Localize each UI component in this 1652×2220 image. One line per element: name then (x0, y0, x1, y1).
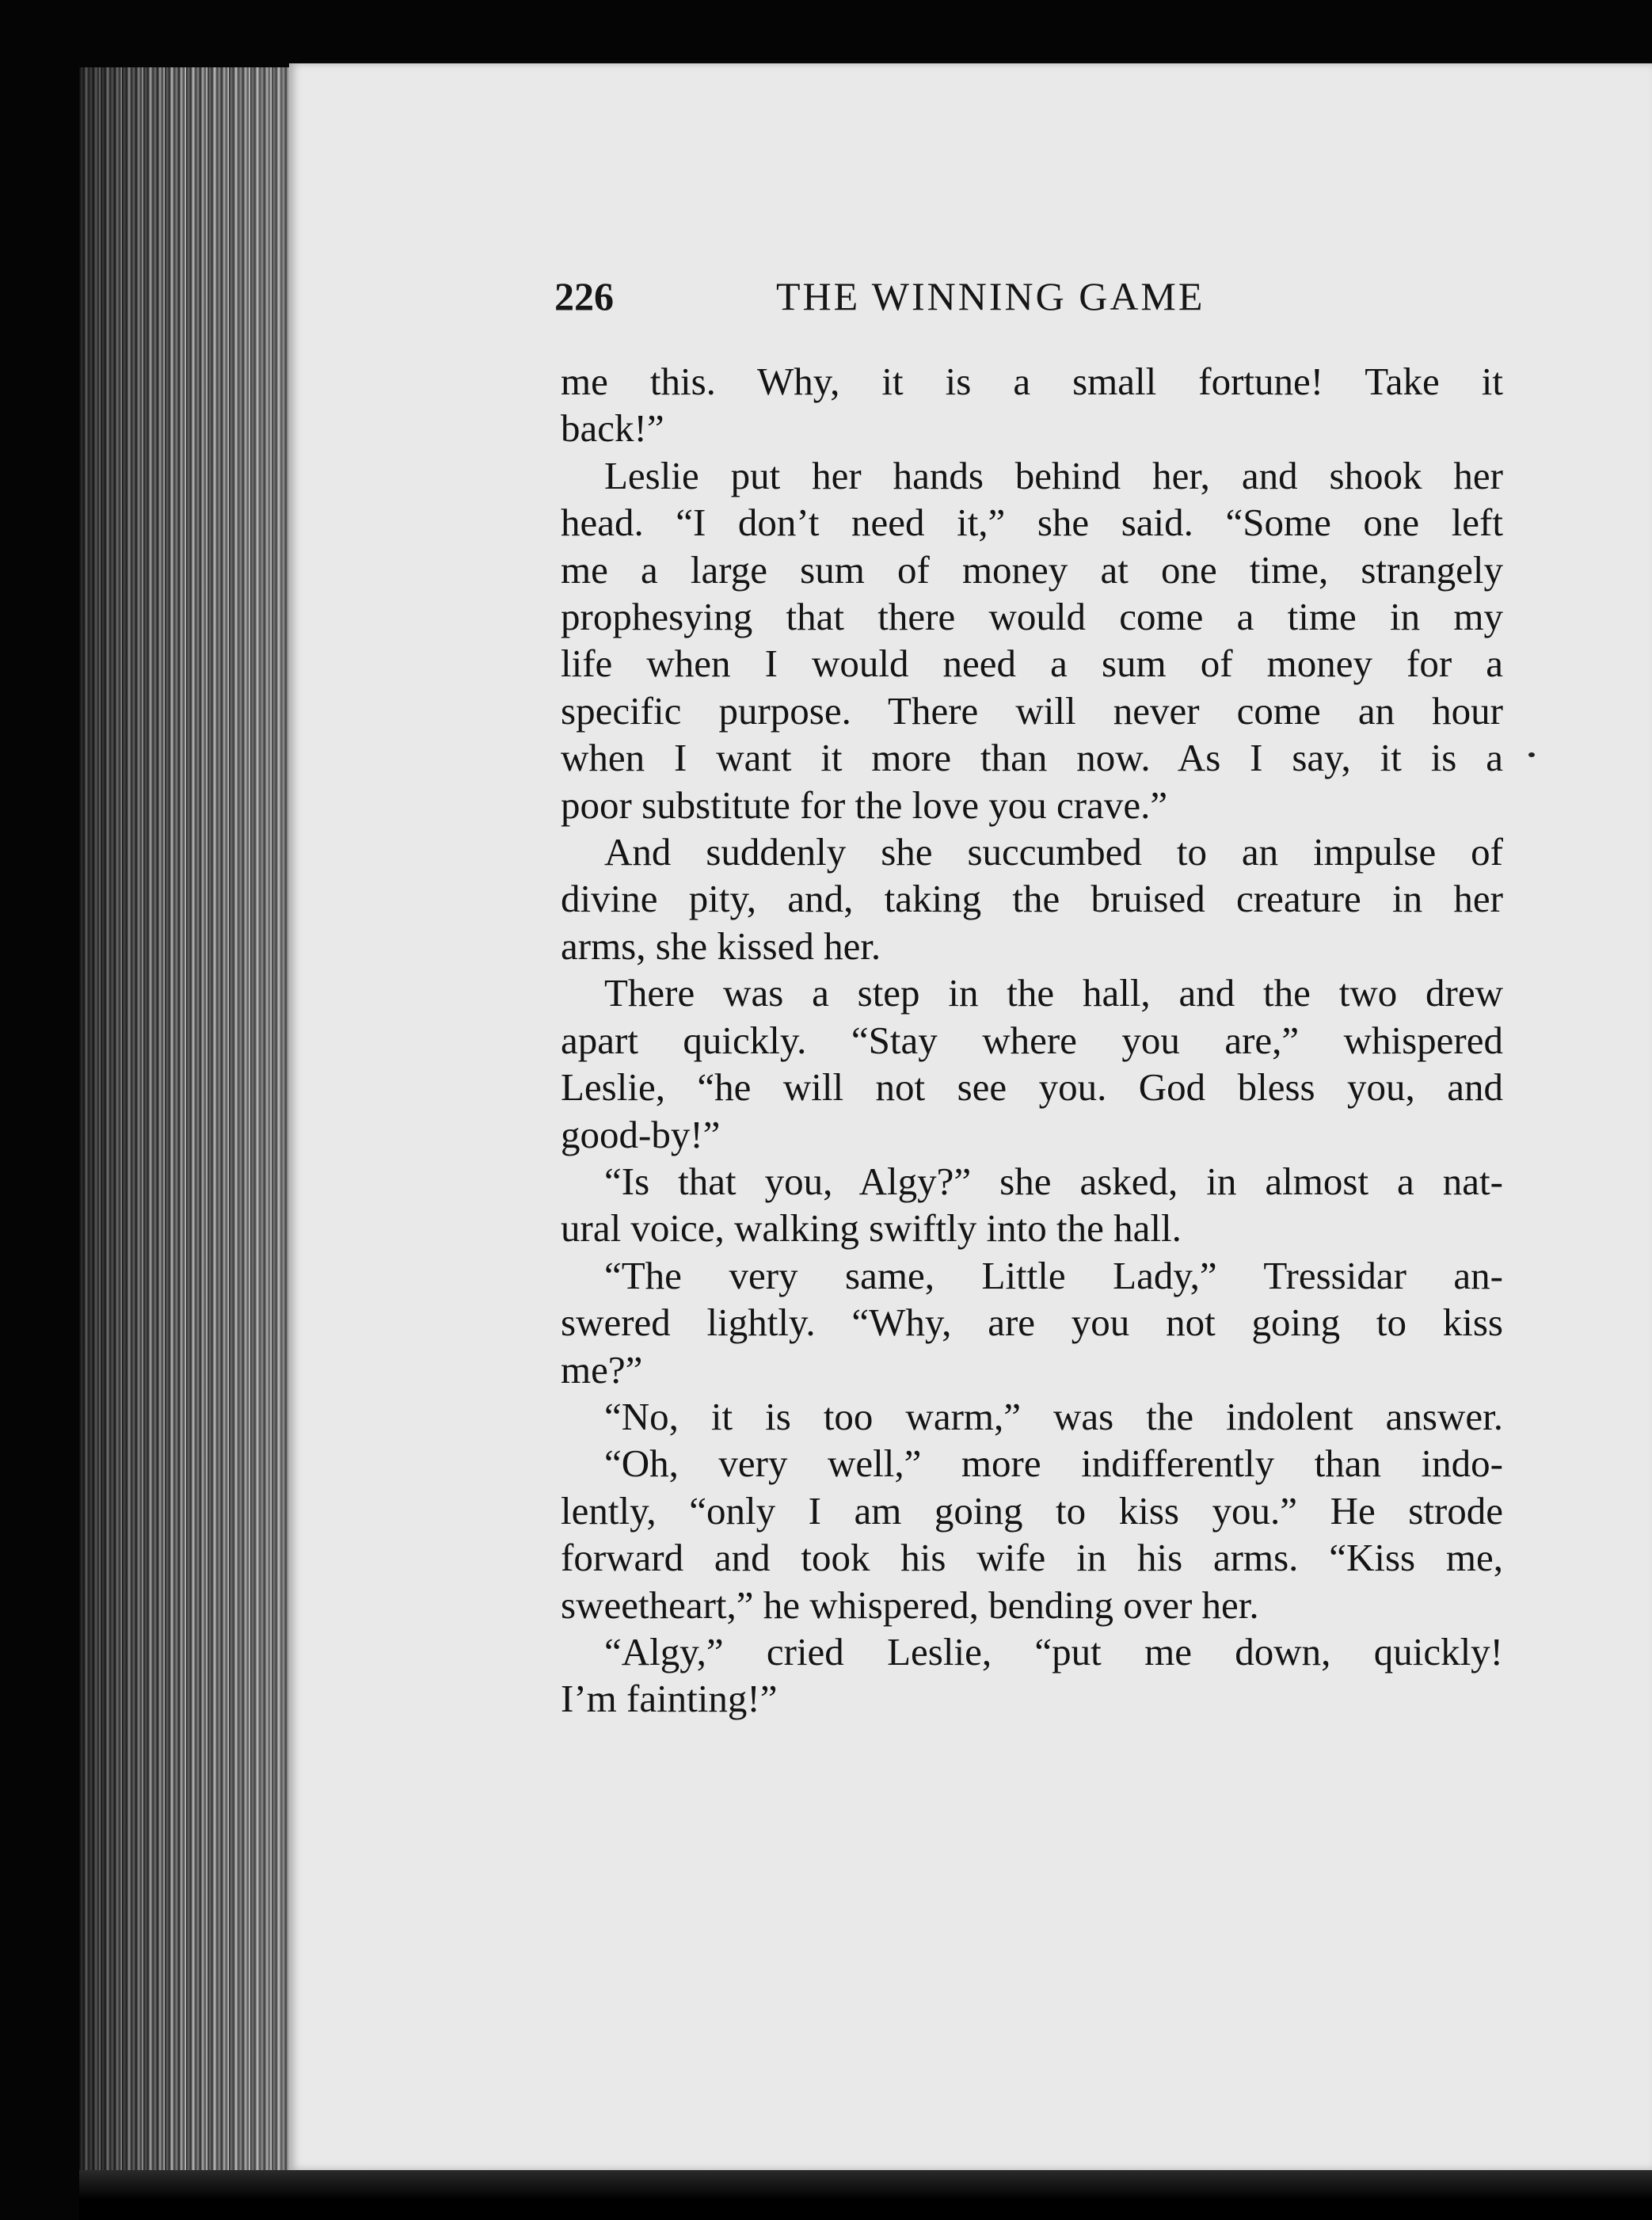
text-line: ural voice, walking swiftly into the hall. (561, 1206, 1182, 1251)
text-line: me a large sum of money at one time, strangely (561, 547, 1503, 592)
page-number: 226 (554, 274, 614, 318)
text-line: “The very same, Little Lady,” Tressidar an- (604, 1253, 1503, 1297)
page-edges (79, 67, 293, 2170)
text-line: back!” (561, 406, 664, 451)
text-line: arms, she kissed her. (561, 923, 881, 968)
text-line: me?” (561, 1347, 643, 1392)
text-line: specific purpose. There will never come an hour (561, 688, 1503, 733)
text-line: “No, it is too warm,” was the indolent answer. (604, 1394, 1503, 1438)
text-line: forward and took his wife in his arms. “Kiss me, (561, 1536, 1503, 1580)
stray-mark (1528, 752, 1535, 757)
running-head: THE WINNING GAME (776, 274, 1205, 318)
text-line: prophesying that there would come a time in my (561, 595, 1503, 639)
bottom-shadow (79, 2170, 1652, 2220)
text-line: “Is that you, Algy?” she asked, in almost a nat- (604, 1159, 1503, 1203)
text-line: And suddenly she succumbed to an impulse of (604, 830, 1503, 874)
text-line: Leslie, “he will not see you. God bless you, and (561, 1065, 1503, 1110)
text-body (561, 358, 1503, 1723)
text-line: head. “I don’t need it,” she said. “Some one left (561, 501, 1503, 545)
text-line: good-by!” (561, 1112, 721, 1156)
text-line: “Algy,” cried Leslie, “put me down, quickly! (604, 1629, 1503, 1674)
text-line: poor substitute for the love you crave.” (561, 783, 1168, 827)
text-line: “Oh, very well,” more indifferently than indo- (604, 1441, 1503, 1486)
text-line: sweetheart,” he whispered, bending over her. (561, 1582, 1259, 1627)
text-line: me this. Why, it is a small fortune! Take it (561, 360, 1503, 403)
text-line: lently, “only I am going to kiss you.” He strode (561, 1488, 1503, 1533)
text-line: when I want it more than now. As I say, it is a (561, 736, 1503, 780)
text-line: There was a step in the hall, and the two drew (604, 971, 1503, 1015)
text-line: swered lightly. “Why, are you not going to kiss (561, 1300, 1503, 1345)
text-line: divine pity, and, taking the bruised creature in her (561, 877, 1503, 921)
text-line: apart quickly. “Stay where you are,” whispered (561, 1018, 1503, 1062)
text-line: Leslie put her hands behind her, and shook her (604, 453, 1503, 497)
page-header (554, 273, 1497, 329)
text-line: life when I would need a sum of money for a (561, 642, 1503, 686)
text-line: I’m fainting!” (561, 1677, 778, 1721)
